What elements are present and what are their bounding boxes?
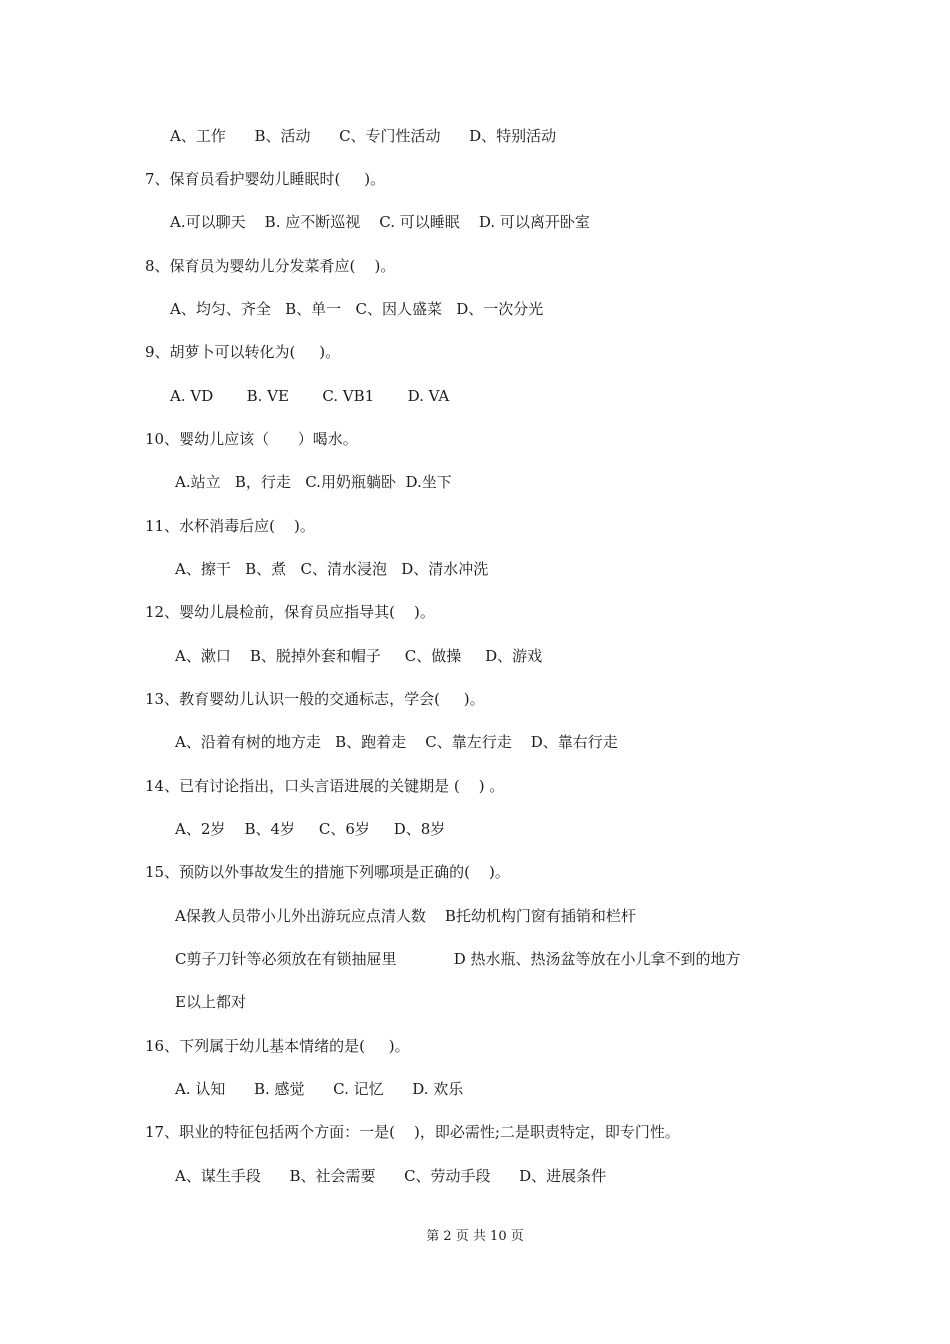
- page-footer: 第 2 页 共 10 页: [426, 1229, 524, 1244]
- q15-options-ab: A保教人员带小儿外出游玩应点清人数 B托幼机构门窗有插销和栏杆: [175, 907, 636, 925]
- q11-question: 11、水杯消毒后应( )。: [145, 517, 315, 535]
- q10-options: A.站立 B，行走 C.用奶瓶躺卧 D.坐下: [175, 473, 452, 491]
- q16-question: 16、下列属于幼儿基本情绪的是( )。: [145, 1037, 410, 1055]
- q8-options: A、均匀、齐全 B、单一 C、因人盛菜 D、一次分光: [170, 300, 544, 318]
- q9-options: A. VD B. VE C. VB1 D. VA: [170, 387, 450, 405]
- q10-question: 10、婴幼儿应该（ ）喝水。: [145, 430, 358, 448]
- q9-question: 9、胡萝卜可以转化为( )。: [145, 343, 341, 361]
- q6-options: A、工作 B、活动 C、专门性活动 D、特别活动: [170, 127, 557, 145]
- q14-options: A、2岁 B、4岁 C、6岁 D、8岁: [175, 820, 446, 838]
- q7-question: 7、保育员看护婴幼儿睡眠时( )。: [145, 170, 386, 188]
- q14-question: 14、已有讨论指出，口头言语进展的关键期是 ( ) 。: [145, 777, 505, 795]
- q15-question: 15、预防以外事故发生的措施下列哪项是正确的( )。: [145, 863, 510, 881]
- q15-option-e: E以上都对: [175, 993, 246, 1011]
- q15-options-cd: C剪子刀针等必须放在有锁抽屉里 D 热水瓶、热汤盆等放在小儿拿不到的地方: [175, 950, 741, 968]
- q12-question: 12、婴幼儿晨检前，保育员应指导其( )。: [145, 603, 435, 621]
- q16-options: A. 认知 B. 感觉 C. 记忆 D. 欢乐: [175, 1080, 464, 1098]
- q17-options: A、谋生手段 B、社会需要 C、劳动手段 D、进展条件: [175, 1167, 607, 1185]
- q8-question: 8、保育员为婴幼儿分发菜肴应( )。: [145, 257, 396, 275]
- q7-options: A.可以聊天 B. 应不断巡视 C. 可以睡眠 D. 可以离开卧室: [170, 213, 590, 231]
- q13-question: 13、教育婴幼儿认识一般的交通标志，学会( )。: [145, 690, 485, 708]
- q17-question: 17、职业的特征包括两个方面：一是( )，即必需性;二是职责特定，即专门性。: [145, 1123, 680, 1141]
- q12-options: A、漱口 B、脱掉外套和帽子 C、做操 D、游戏: [175, 647, 543, 665]
- q11-options: A、擦干 B、煮 C、清水浸泡 D、清水冲洗: [175, 560, 489, 578]
- q13-options: A、沿着有树的地方走 B、跑着走 C、靠左行走 D、靠右行走: [175, 733, 618, 751]
